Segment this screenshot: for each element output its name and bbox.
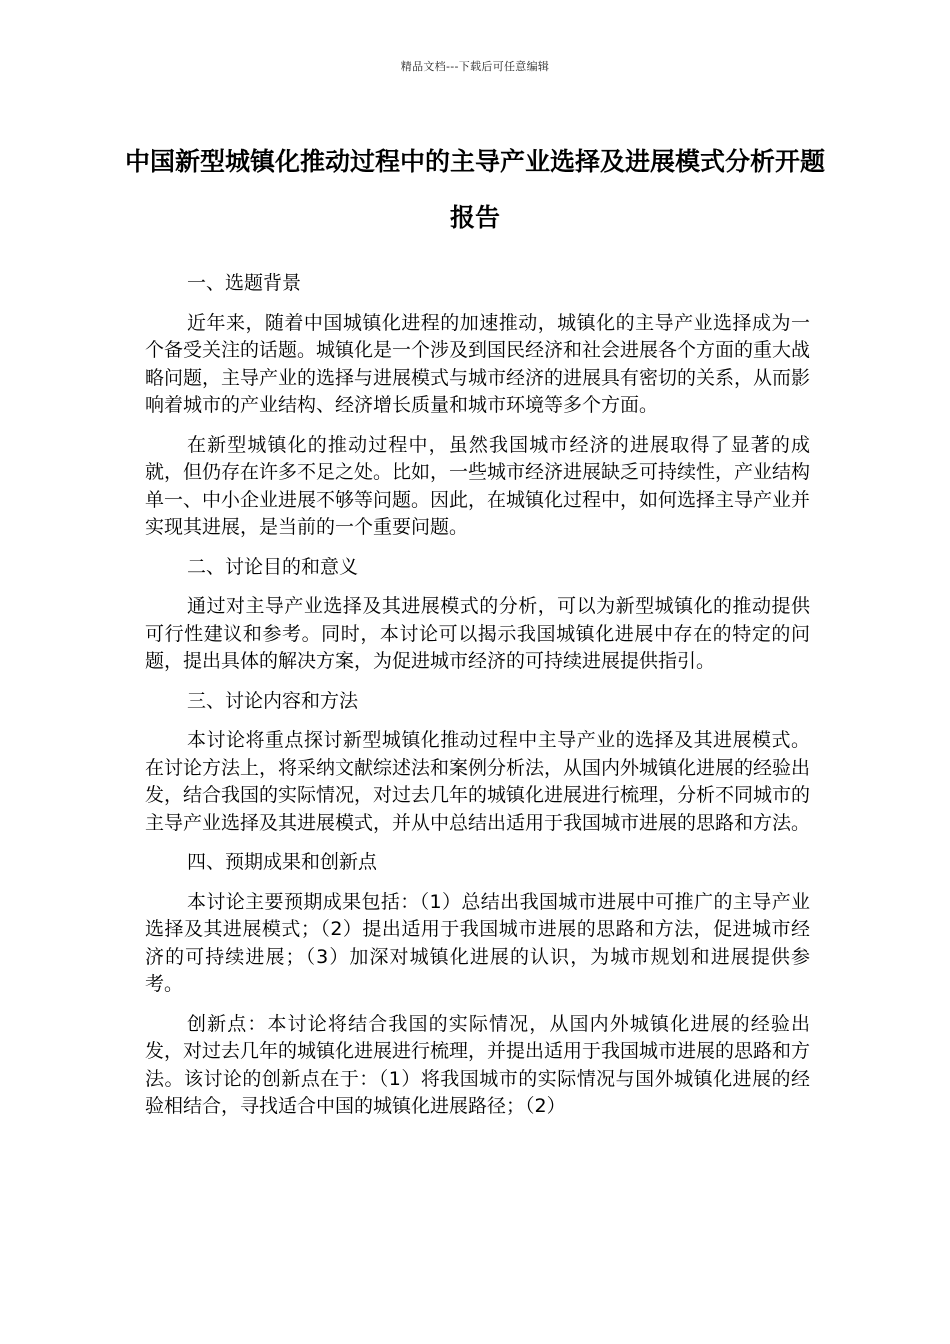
paragraph-innovation-1: 创新点：本讨论将结合我国的实际情况，从国内外城镇化进展的经验出发，对过去几年的城镇化进展进行梳理，并提出适用于我国城市进展的思路和方法。该讨论的创新点在于：（1）将我国城市的实际情况与国外城镇化进展的经验相结合，寻找适合中国的城镇化进展路径；（2）: [145, 1012, 811, 1117]
section-heading-background: 一、选题背景: [187, 272, 302, 294]
paragraph-background-2: 在新型城镇化的推动过程中，虽然我国城市经济的进展取得了显著的成就，但仍存在许多不足之处。比如，一些城市经济进展缺乏可持续性，产业结构单一、中小企业进展不够等问题。因此，在城镇化过程中，如何选择主导产业并实现其进展，是当前的一个重要问题。: [145, 433, 811, 538]
document-body: [145, 270, 810, 1133]
paragraph-background-1: 近年来，随着中国城镇化进程的加速推动，城镇化的主导产业选择成为一个备受关注的话题。城镇化是一个涉及到国民经济和社会进展各个方面的重大战略问题，主导产业的选择与进展模式与城市经济的进展具有密切的关系，从而影响着城市的产业结构、经济增长质量和城市环境等多个方面。: [145, 311, 811, 416]
document-title: 中国新型城镇化推动过程中的主导产业选择及进展模式分析开题报告: [124, 147, 825, 232]
paragraph-outcomes-1: 本讨论主要预期成果包括：（1）总结出我国城市进展中可推广的主导产业选择及其进展模式；（2）提出适用于我国城市进展的思路和方法，促进城市经济的可持续进展；（3）加深对城镇化进展的认识，为城市规划和进展提供参考。: [145, 890, 810, 995]
section-heading-methods: 三、讨论内容和方法: [187, 689, 359, 712]
paragraph-purpose-1: 通过对主导产业选择及其进展模式的分析，可以为新型城镇化的推动提供可行性建议和参考。同时，本讨论可以揭示我国城镇化进展中存在的特定的问题，提出具体的解决方案，为促进城市经济的可持续进展提供指引。: [145, 595, 810, 672]
paragraph-methods-1: 本讨论将重点探讨新型城镇化推动过程中主导产业的选择及其进展模式。在讨论方法上，将采纳文献综述法和案例分析法，从国内外城镇化进展的经验出发，结合我国的实际情况，对过去几年的城镇化进展进行梳理，分析不同城市的主导产业选择及其进展模式，并从中总结出适用于我国城市进展的思路和方法。: [145, 729, 811, 834]
section-heading-purpose: 二、讨论目的和意义: [187, 555, 359, 578]
header-note: 精品文档---下载后可任意编辑: [400, 60, 550, 73]
section-heading-outcomes: 四、预期成果和创新点: [187, 851, 378, 873]
